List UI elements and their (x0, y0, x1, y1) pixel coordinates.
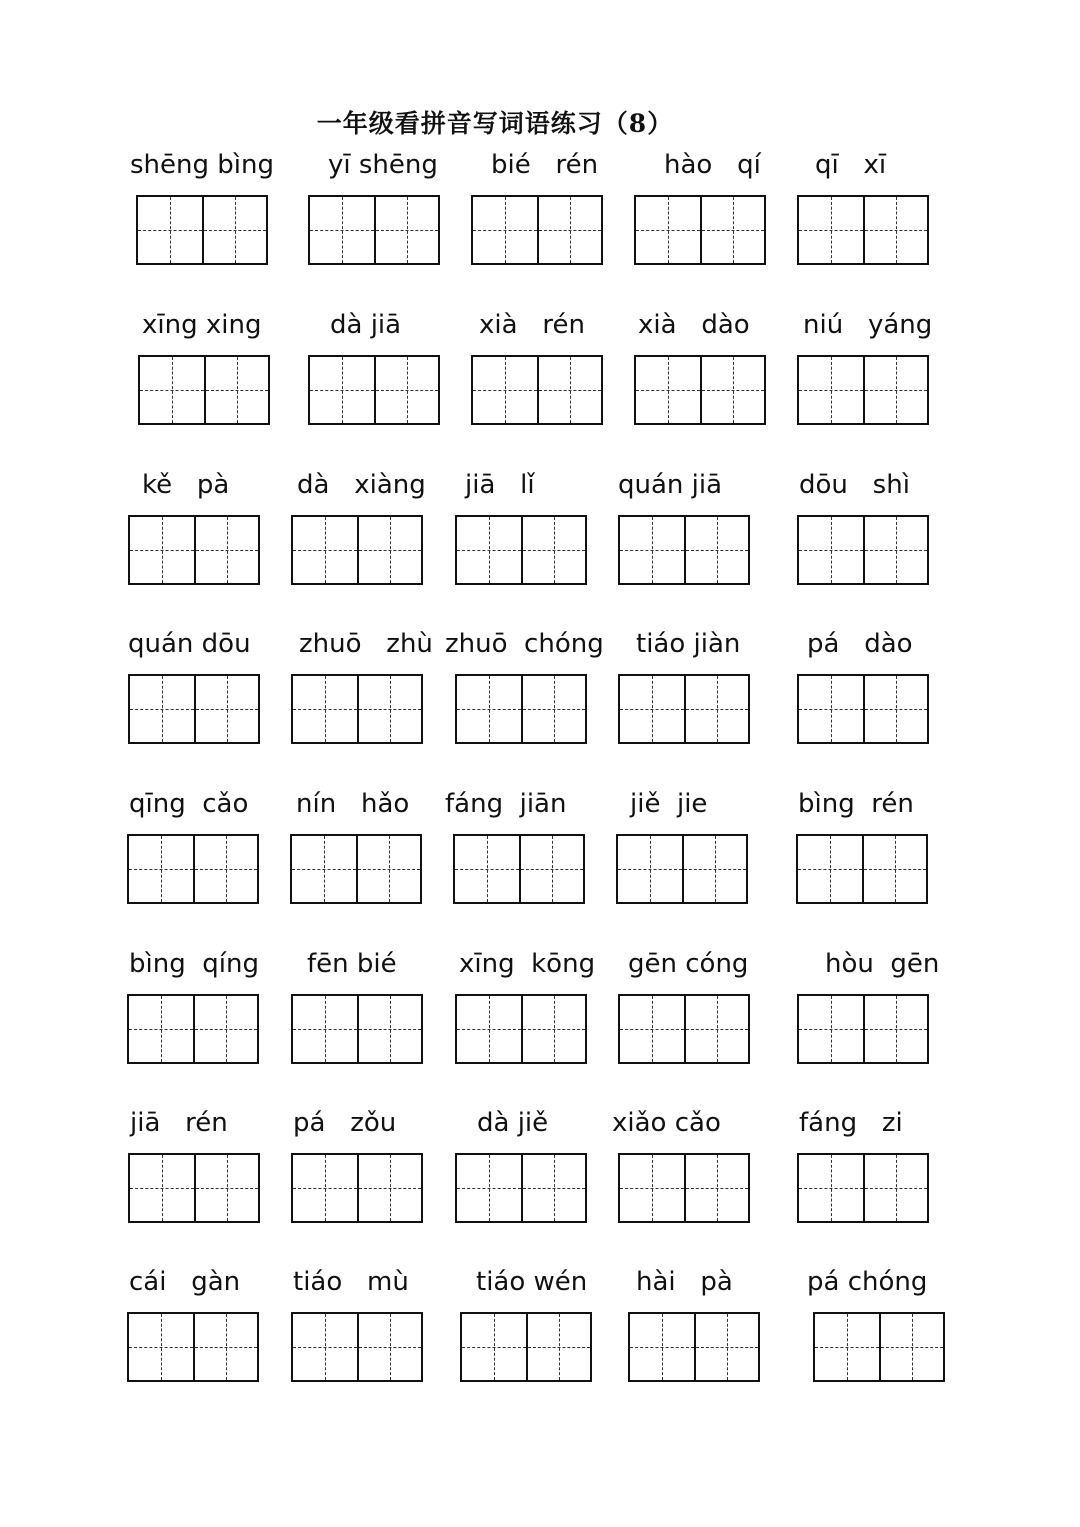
tianzige-box[interactable] (136, 195, 268, 265)
writing-cell[interactable] (357, 1314, 421, 1380)
writing-cell[interactable] (293, 1155, 357, 1221)
tianzige-box[interactable] (127, 994, 259, 1064)
writing-cell[interactable] (356, 836, 420, 902)
pinyin-label: dà jiā (330, 310, 402, 340)
writing-cell[interactable] (620, 517, 684, 583)
writing-cell[interactable] (129, 996, 193, 1062)
writing-cell[interactable] (457, 517, 521, 583)
pinyin-label: fēn bié (307, 949, 397, 979)
pinyin-label: xīng kōng (459, 949, 596, 979)
pinyin-label: hòu gēn (825, 949, 940, 979)
pinyin-label: quán jiā (618, 470, 723, 500)
writing-cell[interactable] (357, 996, 421, 1062)
tianzige-box[interactable] (797, 195, 929, 265)
pinyin-label: quán dōu (128, 629, 251, 659)
pinyin-label: qī xī (815, 150, 887, 180)
pinyin-label: zhuō zhù (299, 629, 433, 659)
writing-cell[interactable] (684, 1155, 748, 1221)
pinyin-label: xīng xing (142, 310, 262, 340)
pinyin-label: shēng bìng (130, 150, 274, 180)
writing-cell[interactable] (521, 996, 585, 1062)
pinyin-label: yī shēng (328, 150, 438, 180)
tianzige-box[interactable] (291, 515, 423, 585)
writing-cell[interactable] (863, 1155, 927, 1221)
writing-cell[interactable] (293, 676, 357, 742)
pinyin-label: fáng zi (799, 1108, 903, 1138)
writing-cell[interactable] (798, 836, 862, 902)
writing-cell[interactable] (374, 197, 438, 263)
pinyin-label: kě pà (142, 470, 230, 500)
pinyin-label: tiáo wén (476, 1267, 588, 1297)
tianzige-box[interactable] (291, 994, 423, 1064)
writing-cell[interactable] (799, 1155, 863, 1221)
pinyin-label: tiáo jiàn (636, 629, 741, 659)
writing-cell[interactable] (620, 1155, 684, 1221)
pinyin-label: cái gàn (129, 1267, 241, 1297)
writing-cell[interactable] (521, 517, 585, 583)
pinyin-label: jiā rén (130, 1108, 228, 1138)
writing-cell[interactable] (293, 1314, 357, 1380)
pinyin-label: dà xiàng (297, 470, 426, 500)
writing-cell[interactable] (636, 357, 700, 423)
tianzige-box[interactable] (127, 1312, 259, 1382)
tianzige-box[interactable] (127, 834, 259, 904)
writing-cell[interactable] (457, 1155, 521, 1221)
writing-cell[interactable] (694, 1314, 758, 1380)
writing-cell[interactable] (204, 357, 268, 423)
writing-cell[interactable] (684, 517, 748, 583)
writing-cell[interactable] (130, 676, 194, 742)
tianzige-box[interactable] (628, 1312, 760, 1382)
tianzige-box[interactable] (291, 1312, 423, 1382)
writing-cell[interactable] (799, 197, 863, 263)
pinyin-label: nín hǎo (296, 789, 410, 819)
tianzige-box[interactable] (308, 195, 440, 265)
writing-cell[interactable] (700, 357, 764, 423)
writing-cell[interactable] (357, 517, 421, 583)
writing-cell[interactable] (202, 197, 266, 263)
tianzige-box[interactable] (796, 834, 928, 904)
writing-cell[interactable] (620, 676, 684, 742)
writing-cell[interactable] (521, 1155, 585, 1221)
tianzige-box[interactable] (618, 674, 750, 744)
writing-cell[interactable] (519, 836, 583, 902)
pinyin-label: jiě jie (630, 789, 708, 819)
tianzige-box[interactable] (618, 994, 750, 1064)
tianzige-box[interactable] (618, 1153, 750, 1223)
writing-cell[interactable] (462, 1314, 526, 1380)
writing-cell[interactable] (636, 197, 700, 263)
writing-cell[interactable] (193, 1314, 257, 1380)
tianzige-box[interactable] (797, 1153, 929, 1223)
writing-cell[interactable] (863, 996, 927, 1062)
writing-cell[interactable] (630, 1314, 694, 1380)
writing-cell[interactable] (193, 996, 257, 1062)
pinyin-label: pá chóng (807, 1267, 928, 1297)
tianzige-box[interactable] (308, 355, 440, 425)
writing-cell[interactable] (799, 676, 863, 742)
pinyin-label: qīng cǎo (129, 789, 249, 819)
writing-cell[interactable] (879, 1314, 943, 1380)
writing-cell[interactable] (862, 836, 926, 902)
tianzige-box[interactable] (455, 994, 587, 1064)
writing-cell[interactable] (374, 357, 438, 423)
writing-cell[interactable] (130, 1155, 194, 1221)
tianzige-box[interactable] (634, 195, 766, 265)
pinyin-label: pá zǒu (293, 1108, 397, 1138)
pinyin-label: hài pà (636, 1267, 733, 1297)
tianzige-box[interactable] (471, 195, 603, 265)
writing-cell[interactable] (130, 517, 194, 583)
writing-cell[interactable] (682, 836, 746, 902)
tianzige-box[interactable] (453, 834, 585, 904)
writing-cell[interactable] (815, 1314, 879, 1380)
tianzige-box[interactable] (616, 834, 748, 904)
writing-cell[interactable] (863, 676, 927, 742)
pinyin-label: xià dào (638, 310, 750, 340)
tianzige-box[interactable] (455, 515, 587, 585)
tianzige-box[interactable] (797, 515, 929, 585)
pinyin-label: xià rén (479, 310, 585, 340)
pinyin-label: pá dào (807, 629, 913, 659)
writing-cell[interactable] (194, 517, 258, 583)
writing-cell[interactable] (193, 836, 257, 902)
writing-cell[interactable] (684, 676, 748, 742)
tianzige-box[interactable] (797, 674, 929, 744)
writing-cell[interactable] (140, 357, 204, 423)
tianzige-box[interactable] (291, 1153, 423, 1223)
writing-cell[interactable] (863, 357, 927, 423)
tianzige-box[interactable] (813, 1312, 945, 1382)
writing-cell[interactable] (357, 676, 421, 742)
writing-cell[interactable] (194, 1155, 258, 1221)
page-title: 一年级看拼音写词语练习（8） (316, 109, 674, 138)
writing-cell[interactable] (310, 357, 374, 423)
tianzige-box[interactable] (618, 515, 750, 585)
tianzige-box[interactable] (455, 674, 587, 744)
writing-cell[interactable] (138, 197, 202, 263)
writing-cell[interactable] (700, 197, 764, 263)
writing-cell[interactable] (292, 836, 356, 902)
pinyin-label: bìng rén (798, 789, 914, 819)
pinyin-label: hào qí (664, 150, 761, 180)
writing-cell[interactable] (455, 836, 519, 902)
writing-cell[interactable] (537, 357, 601, 423)
writing-cell[interactable] (129, 836, 193, 902)
tianzige-box[interactable] (460, 1312, 592, 1382)
tianzige-box[interactable] (471, 355, 603, 425)
writing-cell[interactable] (521, 676, 585, 742)
pinyin-label: niú yáng (803, 310, 933, 340)
tianzige-box[interactable] (797, 994, 929, 1064)
writing-cell[interactable] (799, 996, 863, 1062)
pinyin-label: xiǎo cǎo (612, 1108, 721, 1138)
tianzige-box[interactable] (291, 674, 423, 744)
writing-cell[interactable] (526, 1314, 590, 1380)
writing-cell[interactable] (310, 197, 374, 263)
writing-cell[interactable] (457, 676, 521, 742)
writing-cell[interactable] (863, 517, 927, 583)
tianzige-box[interactable] (138, 355, 270, 425)
tianzige-box[interactable] (634, 355, 766, 425)
tianzige-box[interactable] (290, 834, 422, 904)
writing-cell[interactable] (537, 197, 601, 263)
pinyin-label: jiā lǐ (465, 470, 535, 500)
pinyin-label: dà jiě (477, 1108, 549, 1138)
writing-cell[interactable] (293, 517, 357, 583)
pinyin-label: zhuō chóng (445, 629, 604, 659)
writing-cell[interactable] (863, 197, 927, 263)
tianzige-box[interactable] (455, 1153, 587, 1223)
writing-cell[interactable] (618, 836, 682, 902)
writing-cell[interactable] (620, 996, 684, 1062)
pinyin-label: dōu shì (799, 470, 910, 500)
writing-cell[interactable] (293, 996, 357, 1062)
writing-cell[interactable] (473, 197, 537, 263)
writing-cell[interactable] (194, 676, 258, 742)
writing-cell[interactable] (799, 357, 863, 423)
tianzige-box[interactable] (128, 1153, 260, 1223)
writing-cell[interactable] (129, 1314, 193, 1380)
writing-cell[interactable] (799, 517, 863, 583)
pinyin-label: fáng jiān (445, 789, 567, 819)
pinyin-label: bié rén (491, 150, 599, 180)
pinyin-label: bìng qíng (129, 949, 259, 979)
tianzige-box[interactable] (128, 674, 260, 744)
writing-cell[interactable] (357, 1155, 421, 1221)
tianzige-box[interactable] (797, 355, 929, 425)
writing-cell[interactable] (684, 996, 748, 1062)
pinyin-label: tiáo mù (293, 1267, 409, 1297)
pinyin-label: gēn cóng (628, 949, 749, 979)
writing-cell[interactable] (457, 996, 521, 1062)
tianzige-box[interactable] (128, 515, 260, 585)
writing-cell[interactable] (473, 357, 537, 423)
